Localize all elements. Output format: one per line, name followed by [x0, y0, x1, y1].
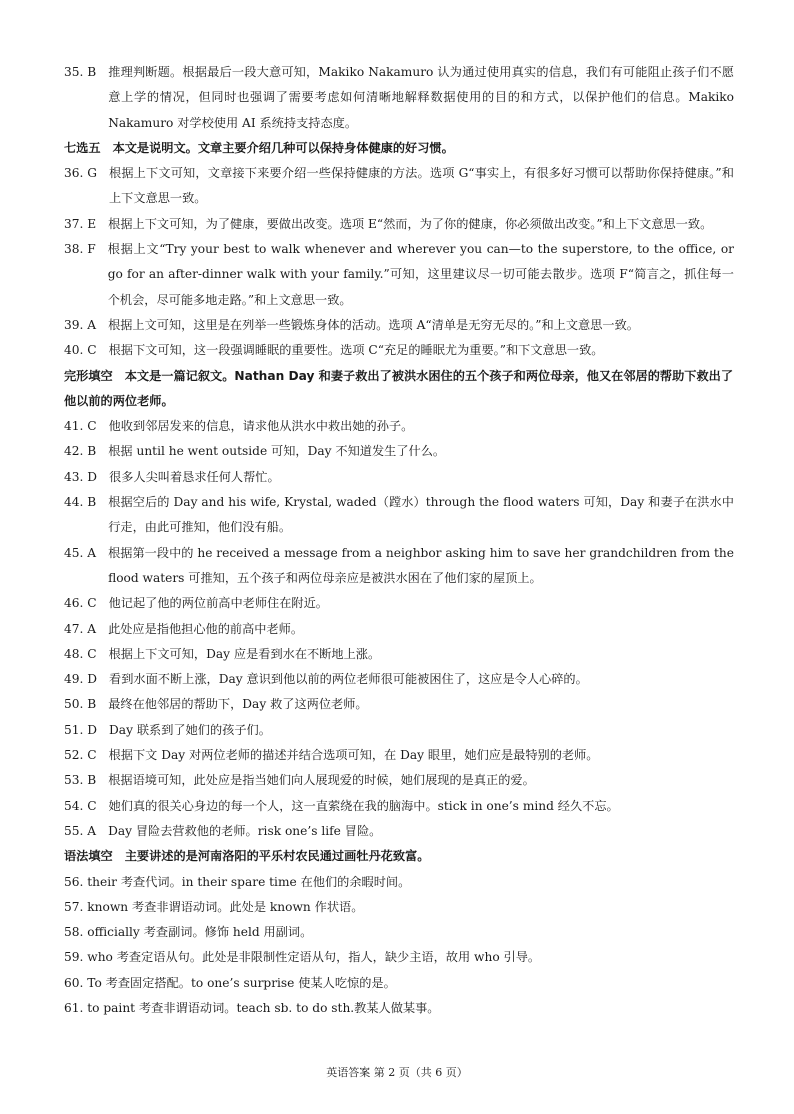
answer-number: 39. A: [64, 317, 97, 332]
section-label: 七选五: [64, 140, 101, 155]
answer-number: 50. B: [64, 697, 97, 712]
answer-number: 40. C: [64, 343, 97, 358]
answer-explanation: 她们真的很关心身边的每一个人，这一直萦绕在我的脑海中。stick in one’s mind 经久不忘。: [108, 798, 619, 813]
answer-58: 58. officially 考查副词。修饰 held 用副词。: [64, 925, 313, 940]
answer-explanation: 根据上下文可知，为了健康，要做出改变。选项 E“然而，为了你的健康，你必须做出改变。”和上下文意思一致。: [108, 216, 713, 231]
answer-56: 56. their 考查代词。in their spare time 在他们的余暇时间。: [64, 874, 411, 889]
answer-55: [64, 819, 734, 844]
section-heading-grammar: [64, 844, 734, 869]
answer-37: [64, 212, 734, 237]
answer-number: 53. B: [64, 773, 97, 788]
answer-explanation: 看到水面不断上涨，Day 意识到他以前的两位老师很可能被困住了，这应是令人心碎的。: [109, 672, 588, 687]
section-label: 完形填空: [64, 368, 113, 383]
answer-number: 36. G: [64, 166, 97, 181]
answer-number: 49. D: [64, 672, 98, 687]
answer-42: [64, 439, 734, 464]
answer-explanation: 根据上下文可知，文章接下来要介绍一些保持健康的方法。选项 G“事实上，有很多好习惯可以帮助你保持健康。”和上下文意思一致。: [109, 166, 734, 206]
answer-number: 55. A: [64, 823, 97, 838]
section-summary: 本文是一篇记叙文。Nathan Day 和妻子救出了被洪水困住的五个孩子和两位母亲，他又在邻居的帮助下救出了他以前的两位老师。: [64, 368, 734, 408]
answer-number: 35. B: [64, 65, 97, 79]
section-summary: 本文是说明文。文章主要介绍几种可以保持身体健康的好习惯。: [112, 140, 454, 155]
answer-number: 44. B: [64, 495, 97, 510]
answer-57: 57. known 考查非谓语动词。此处是 known 作状语。: [64, 899, 364, 914]
answer-explanation: 根据上文可知，这里是在列举一些锻炼身体的活动。选项 A“清单是无穷无尽的。”和上文意思一致。: [108, 317, 639, 332]
answer-explanation: Day 联系到了她们的孩子们。: [109, 722, 271, 737]
answer-53: [64, 768, 734, 793]
answer-50: [64, 692, 734, 717]
answer-number: 43. D: [64, 469, 98, 484]
answer-explanation: 此处应是指他担心他的前高中老师。: [108, 621, 304, 636]
answer-explanation: 根据语境可知，此处应是指当她们向人展现爱的时候，她们展现的是真正的爱。: [108, 773, 535, 788]
answer-46: [64, 591, 734, 616]
section-label: 语法填空: [64, 849, 113, 864]
answer-60: 60. To 考查固定搭配。to one’s surprise 使某人吃惊的是。: [64, 975, 396, 990]
answer-explanation: 根据上文“Try your best to walk whenever and wherever you can—to the superstore, to the office, or go for an after-dinner walk with your family.”可知，这里建议尽一切可能去散步。选项 F“简言之，抓住每一个机会，尽可能多地走路。”和上文意思一致。: [107, 242, 734, 307]
answer-number: 45. A: [64, 545, 97, 560]
answer-explanation: 推理判断题。根据最后一段大意可知，Makiko Nakamuro 认为通过使用真实的信息，我们有可能阻止孩子们不愿意上学的情况，但同时也强调了需要考虑如何清晰地解释数据使用的目的和方式，以保护他们的信息。Makiko Nakamuro 对学校使用 AI 系统持支持态度。: [108, 65, 734, 130]
answer-61: 61. to paint 考查非谓语动词。teach sb. to do sth.教某人做某事。: [64, 1000, 440, 1015]
answer-38: [64, 237, 734, 313]
answer-explanation: 根据上下文可知，Day 应是看到水在不断地上涨。: [108, 646, 381, 661]
page-footer: 英语答案 第 2 页（共 6 页）: [326, 1066, 468, 1079]
answer-36: [64, 161, 734, 212]
section-summary: 主要讲述的是河南洛阳的平乐村农民通过画牡丹花致富。: [124, 849, 430, 864]
answer-number: 37. E: [64, 216, 97, 231]
answer-number: 54. C: [64, 798, 97, 813]
answer-number: 52. C: [64, 748, 97, 763]
answer-number: 47. A: [64, 621, 97, 636]
answer-explanation: 根据 until he went outside 可知，Day 不知道发生了什么。: [108, 444, 446, 459]
answer-key-page: [64, 60, 734, 1021]
answer-52: [64, 743, 734, 768]
answer-number: 38. F: [64, 242, 96, 257]
answer-explanation: Day 冒险去营救他的老师。risk one’s life 冒险。: [108, 823, 382, 838]
answer-49: [64, 667, 734, 692]
answer-explanation: 根据第一段中的 he received a message from a neighbor asking him to save her grandchildren from the flood waters 可推知，五个孩子和两位母亲应是被洪水困在了他们家的屋顶上。: [108, 545, 734, 585]
answer-35: [64, 60, 734, 136]
answer-48: [64, 642, 734, 667]
answer-explanation: 根据下文可知，这一段强调睡眠的重要性。选项 C“充足的睡眠尤为重要。”和下文意思一致。: [108, 343, 604, 358]
answer-explanation: 根据下文 Day 对两位老师的描述并结合选项可知，在 Day 眼里，她们应是最特别的老师。: [108, 748, 599, 763]
answer-41: [64, 414, 734, 439]
answer-explanation: 很多人尖叫着恳求任何人帮忙。: [109, 469, 280, 484]
answer-explanation: 他收到邻居发来的信息，请求他从洪水中救出她的孙子。: [108, 419, 414, 434]
answer-number: 48. C: [64, 646, 97, 661]
answer-number: 46. C: [64, 596, 97, 611]
answer-number: 41. C: [64, 419, 97, 434]
answer-51: [64, 718, 734, 743]
answer-explanation: 他记起了他的两位前高中老师住在附近。: [108, 596, 328, 611]
answer-43: [64, 465, 734, 490]
answer-number: 51. D: [64, 722, 98, 737]
answer-47: [64, 617, 734, 642]
answer-59: 59. who 考查定语从句。此处是非限制性定语从句，指人，缺少主语，故用 who 引导。: [64, 950, 541, 965]
section-heading-qixuanwu: [64, 136, 734, 161]
answer-40: [64, 338, 734, 363]
answer-explanation: 根据空后的 Day and his wife, Krystal, waded（蹚水）through the flood waters 可知，Day 和妻子在洪水中行走，由此可推知，他们没有船。: [108, 495, 734, 535]
answer-44: [64, 490, 734, 541]
answer-45: [64, 541, 734, 592]
answer-54: [64, 794, 734, 819]
section-heading-cloze: [64, 364, 734, 415]
answer-number: 42. B: [64, 444, 97, 459]
answer-explanation: 最终在他邻居的帮助下，Day 救了这两位老师。: [108, 697, 368, 712]
answer-39: [64, 313, 734, 338]
